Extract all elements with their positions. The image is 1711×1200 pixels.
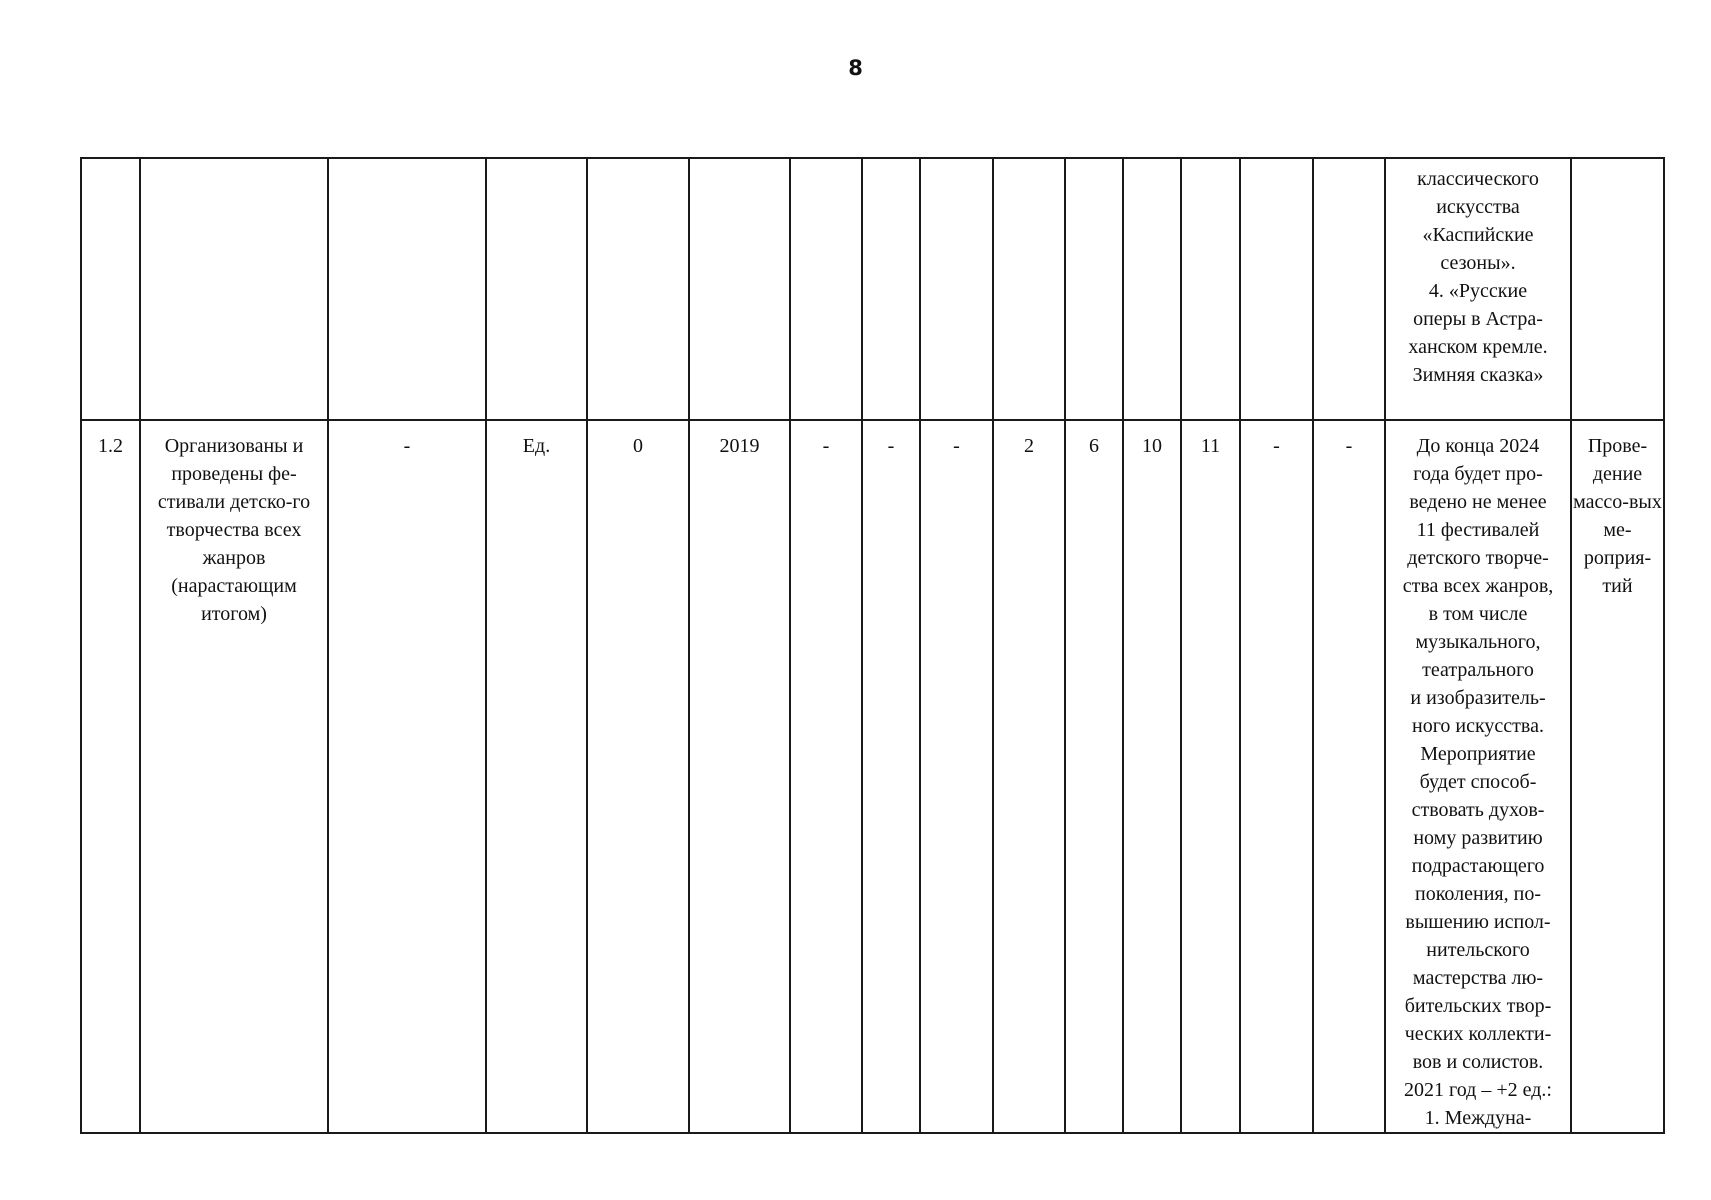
- description-line: года будет про-: [1413, 463, 1543, 485]
- cont-cell-unit: [486, 158, 587, 420]
- cell-type: Прове-дение массо-вых ме-роприя-тий: [1571, 420, 1664, 1133]
- description-line: ханском кремле.: [1408, 336, 1548, 358]
- description-line: ства всех жанров,: [1402, 575, 1554, 597]
- cell-base-value: 0: [587, 420, 689, 1133]
- cell-description: [1385, 420, 1571, 1133]
- indicator-name: Организованы и проведены фе-стивали детско-го творчества всех жанров (нарастающим итогом): [140, 420, 328, 1133]
- description-line: До конца 2024: [1416, 435, 1540, 457]
- cell-col3: -: [328, 420, 486, 1133]
- description-line: поколения, по-: [1415, 883, 1541, 905]
- indicator-table: [80, 157, 1665, 1134]
- cont-cell-y2026: [1240, 158, 1313, 420]
- cont-cell-y2019: [790, 158, 862, 420]
- description-line: детского творче-: [1407, 547, 1549, 569]
- description-line: мастерства лю-: [1412, 967, 1544, 989]
- description-line: вов и солистов.: [1412, 1051, 1544, 1073]
- cont-cell-y2022: [993, 158, 1065, 420]
- cell-y2023: 6: [1065, 420, 1123, 1133]
- description-line: 1. Междуна-: [1424, 1107, 1532, 1129]
- cell-y2020: -: [862, 420, 920, 1133]
- description-line: Мероприятие: [1420, 743, 1536, 765]
- description-line: 11 фестивалей: [1416, 519, 1540, 541]
- cont-cell-name: [140, 158, 328, 420]
- cell-base-year: 2019: [689, 420, 790, 1133]
- description-line: ведено не менее: [1409, 491, 1547, 513]
- cont-cell-y2025: [1181, 158, 1240, 420]
- description-line: ствовать духов-: [1411, 799, 1545, 821]
- description-line: ного искусства.: [1412, 715, 1544, 737]
- description-line: Зимняя сказка»: [1412, 364, 1544, 386]
- cell-y2025: 11: [1181, 420, 1240, 1133]
- cont-cell-base-year: [689, 158, 790, 420]
- description-line: искусства: [1436, 196, 1520, 218]
- cell-y2021: -: [920, 420, 993, 1133]
- cont-cell-base-value: [587, 158, 689, 420]
- cont-cell-col3: [328, 158, 486, 420]
- cont-cell-description: [1385, 158, 1571, 420]
- cell-y2027: -: [1313, 420, 1385, 1133]
- description-line: ческих коллекти-: [1404, 1023, 1552, 1045]
- cont-cell-y2021: [920, 158, 993, 420]
- description-line: нительского: [1426, 939, 1530, 961]
- cell-y2026: -: [1240, 420, 1313, 1133]
- description-line: оперы в Астра-: [1413, 308, 1543, 330]
- description-line: вышению испол-: [1405, 911, 1551, 933]
- row-number: 1.2: [81, 420, 140, 1133]
- cont-cell-y2023: [1065, 158, 1123, 420]
- description-line: сезоны».: [1440, 252, 1516, 274]
- description-line: 2021 год – +2 ед.:: [1404, 1079, 1552, 1101]
- cont-cell-number: [81, 158, 140, 420]
- description-line: бительских твор-: [1404, 995, 1552, 1017]
- cont-cell-type: [1571, 158, 1664, 420]
- page-number: 8: [848, 56, 863, 80]
- description-line: музыкального,: [1415, 631, 1541, 653]
- cont-cell-y2027: [1313, 158, 1385, 420]
- cell-unit: Ед.: [486, 420, 587, 1133]
- description-line: «Каспийские: [1422, 224, 1534, 246]
- table-row: [81, 420, 1664, 1133]
- description-line: театрального: [1422, 659, 1534, 681]
- description-line: ному развитию: [1413, 827, 1543, 849]
- description-line: будет способ-: [1419, 771, 1537, 793]
- cont-cell-y2024: [1123, 158, 1181, 420]
- description-line: классического: [1417, 168, 1539, 190]
- cell-y2019: -: [790, 420, 862, 1133]
- cell-y2022: 2: [993, 420, 1065, 1133]
- description-line: и изобразитель-: [1410, 687, 1546, 709]
- description-line: подрастающего: [1411, 855, 1545, 877]
- description-line: 4. «Русские: [1428, 280, 1528, 302]
- description-line: в том числе: [1428, 603, 1528, 625]
- cont-cell-y2020: [862, 158, 920, 420]
- continuation-row: [81, 158, 1664, 420]
- cell-y2024: 10: [1123, 420, 1181, 1133]
